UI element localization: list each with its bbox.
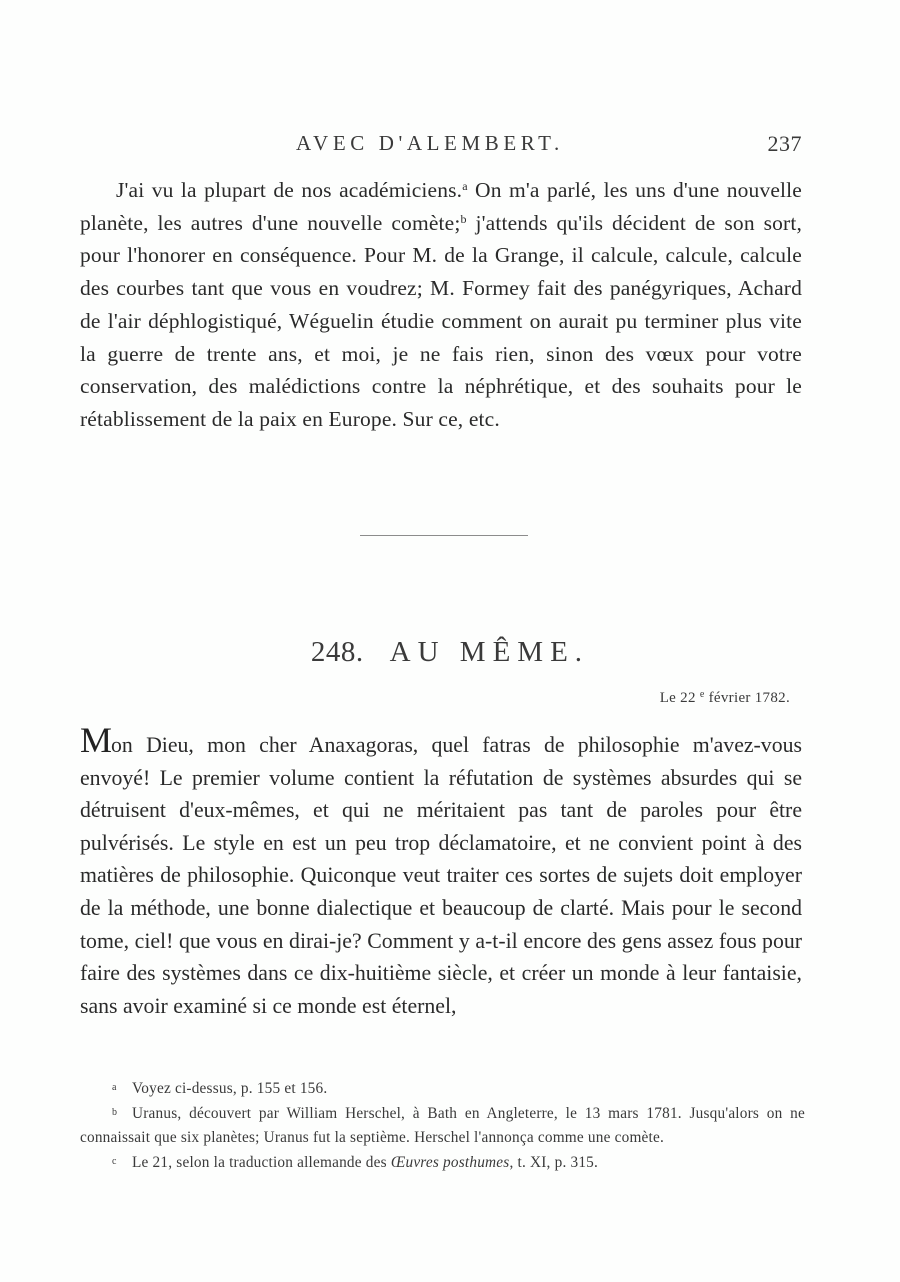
page-number: 237 (767, 131, 802, 156)
dateline-prefix: Le 22 (659, 690, 696, 706)
paragraph-text: j'attends qu'ils décident de son sort, pour l'honorer en conséquence. Pour M. de la Grange, il calcule, calcule, calcule des courbes tant que vous en voudrez; M. Formey fait des panégyriques, Achard de l'air déphlogistiqué, Wéguelin étudie comment on aurait pu terminer plus vite la guerre de trente ans, et moi, je ne fais rien, sinon des vœux pour votre conservation, des malédictions contre la néphrétique, et des souhaits pour le rétablissement de la paix en Europe. Sur ce, etc. (80, 210, 802, 431)
letter-heading: AU MÊME. (389, 636, 590, 668)
footnotes (80, 1076, 805, 1175)
footnote-italic-title: Œuvres posthumes (390, 1154, 510, 1171)
paragraph-text: J'ai vu la plupart de nos académiciens. (116, 178, 463, 202)
letter-dateline (660, 690, 790, 707)
footnote-marker: b (112, 1107, 118, 1118)
footnote-text: Uranus, découvert par William Herschel, à Bath en Angleterre, le 13 mars 1781. Jusqu'alors on ne connaissait que six planètes; Uranus fut la septième. Herschel l'annonça comme une comète. (80, 1105, 805, 1146)
footnote-c (80, 1150, 805, 1175)
running-head (80, 131, 802, 161)
dateline-suffix: février 1782. (704, 690, 790, 706)
letter-title (0, 636, 900, 669)
footnote-marker: c (112, 1156, 117, 1167)
footnote-ref-a: a (462, 179, 468, 193)
letter-number: 248. (310, 636, 364, 668)
footnote-marker: a (112, 1082, 117, 1093)
footnote-ref-b: b (460, 211, 467, 226)
previous-letter-paragraph (80, 174, 802, 436)
footnote-a (80, 1076, 805, 1101)
paragraph-text: On m'a parlé, les uns d'une nouvelle planète, les autres d'une nouvelle comète; (80, 178, 802, 235)
section-divider (360, 535, 528, 536)
footnote-text: , t. XI, p. 315. (509, 1154, 599, 1171)
paragraph-text: on Dieu, mon cher Anaxagoras, quel fatras de philosophie m'avez-vous envoyé! Le premier volume contient la réfutation de systèmes absurdes qui se détruisent d'eux-mêmes, et qui ne méritaient pas tant de paroles pour être pulvérisés. Le style en est un peu trop déclamatoire, et ne convient point à des matières de philosophie. Quiconque veut traiter ces sortes de sujets doit employer de la méthode, une bonne dialectique et beaucoup de clarté. Mais pour le second tome, ciel! que vous en dirai-je? Comment y a-t-il encore des gens assez fous pour faire des systèmes dans ce dix-huitième siècle, et créer un monde à leur fantaisie, sans avoir examiné si ce monde est éternel, (80, 733, 802, 1018)
footnote-text: Le 21, selon la traduction allemande des (132, 1154, 391, 1171)
dateline-superscript: e (699, 689, 705, 700)
running-title: AVEC D'ALEMBERT. (296, 131, 564, 155)
footnote-text: Voyez ci-dessus, p. 155 et 156. (132, 1080, 328, 1097)
initial-capital: M (80, 720, 112, 760)
footnote-b (80, 1101, 805, 1150)
letter-body-paragraph (80, 720, 802, 1022)
